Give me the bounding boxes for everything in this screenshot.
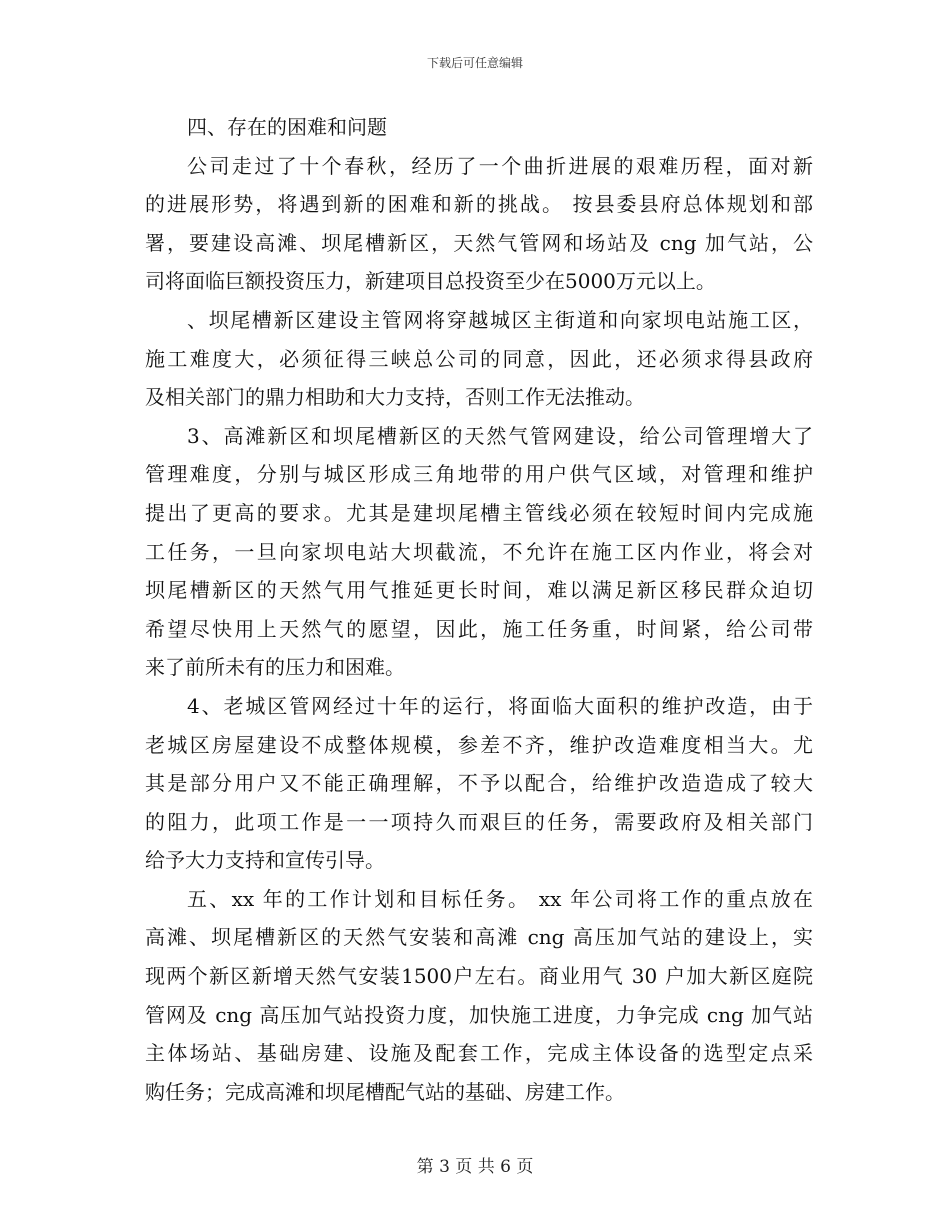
text-line: 施工难度大，必须征得三峡总公司的同意，因此，还必须求得县政府 <box>145 346 813 371</box>
document-body <box>145 108 813 1111</box>
text-line: 署，要建设高滩、坝尾槽新区，天然气管网和场站及 cng 加气站，公 <box>145 230 813 255</box>
text-line: 管网及 cng 高压加气站投资力度，加快施工进度，力争完成 cng 加气站 <box>145 1002 813 1027</box>
text-line: 管理难度，分别与城区形成三角地带的用户供气区域，对管理和维护 <box>145 462 813 487</box>
text-line: 来了前所未有的压力和困难。 <box>145 655 405 680</box>
text-line: 工任务，一旦向家坝电站大坝截流，不允许在施工区内作业，将会对 <box>145 539 813 564</box>
text-line: 司将面临巨额投资压力，新建项目总投资至少在5000万元以上。 <box>145 269 716 294</box>
text-line: 老城区房屋建设不成整体规模，参差不齐，维护改造难度相当大。尤 <box>145 732 813 757</box>
text-line: 现两个新区新增天然气安装1500户左右。商业用气 30 户加大新区庭院 <box>145 964 813 989</box>
page-header: 下载后可任意编辑 <box>426 56 523 70</box>
text-line: 及相关部门的鼎力相助和大力支持，否则工作无法推动。 <box>145 385 645 410</box>
text-line: 四、存在的困难和问题 <box>187 115 387 139</box>
text-line: 的阻力，此项工作是一一项持久而艰巨的任务，需要政府及相关部门 <box>145 809 813 834</box>
text-line: 4、老城区管网经过十年的运行，将面临大面积的维护改造，由于 <box>187 693 813 718</box>
text-line: 坝尾槽新区的天然气用气推延更长时间，难以满足新区移民群众迫切 <box>145 578 813 603</box>
text-line: 主体场站、基础房建、设施及配套工作，完成主体设备的选型定点采 <box>145 1041 813 1066</box>
text-line: 公司走过了十个春秋，经历了一个曲折进展的艰难历程，面对新 <box>187 153 813 178</box>
text-line: 的进展形势，将遇到新的困难和新的挑战。 按县委县府总体规划和部 <box>145 192 813 217</box>
text-line: 其是部分用户又不能正确理解，不予以配合，给维护改造造成了较大 <box>145 771 813 796</box>
text-line: 给予大力支持和宣传引导。 <box>145 848 385 873</box>
text-line: 高滩、坝尾槽新区的天然气安装和高滩 cng 高压加气站的建设上，实 <box>145 925 813 950</box>
text-line: 提出了更高的要求。尤其是建坝尾槽主管线必须在较短时间内完成施 <box>145 500 813 525</box>
text-line: 3、高滩新区和坝尾槽新区的天然气管网建设，给公司管理增大了 <box>187 423 813 448</box>
text-line: 希望尽快用上天然气的愿望，因此，施工任务重，时间紧，给公司带 <box>145 616 813 641</box>
page-number: 第 3 页 共 6 页 <box>416 1157 534 1177</box>
text-line: 、坝尾槽新区建设主管网将穿越城区主街道和向家坝电站施工区， <box>187 307 813 332</box>
text-line: 五、xx 年的工作计划和目标任务。 xx 年公司将工作的重点放在 <box>187 886 813 911</box>
text-line: 购任务；完成高滩和坝尾槽配气站的基础、房建工作。 <box>145 1079 625 1104</box>
